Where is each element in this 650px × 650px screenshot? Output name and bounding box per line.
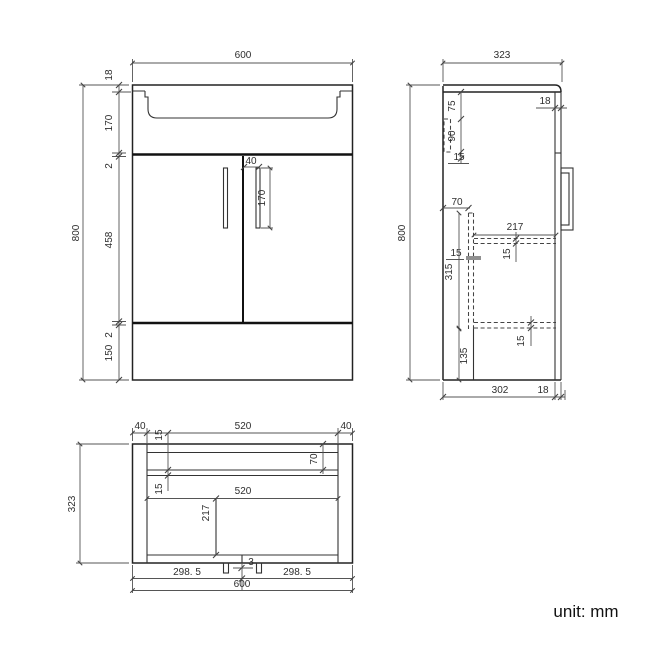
dim-label: 75 [447, 100, 458, 112]
side-countertop [443, 85, 561, 92]
dim-label: 15 [154, 483, 165, 495]
plan-back-panel [147, 470, 338, 476]
dim-label: 40 [245, 156, 257, 167]
dim-label: 520 [234, 421, 252, 432]
dim-label: 15 [502, 248, 513, 260]
ext-line [133, 59, 353, 82]
front-left-handle [224, 168, 228, 228]
plan-left-handle [224, 563, 229, 573]
dim-label: 3 [248, 557, 254, 568]
dim-label: 135 [459, 347, 470, 365]
dim-label: 800 [397, 224, 408, 242]
plan-right-handle [257, 563, 262, 573]
dim-label: 298. 5 [173, 567, 201, 578]
ext-line [406, 85, 440, 380]
front-basin-profile [145, 91, 340, 118]
plan-view [67, 421, 353, 593]
dim-label: 18 [104, 69, 115, 81]
dim-label: 2 [104, 163, 115, 169]
dim-label: 170 [257, 189, 268, 207]
dim-label: 40 [134, 421, 146, 432]
dim-label: 458 [104, 231, 115, 249]
dim-label: 600 [233, 579, 251, 590]
dim-label: 217 [506, 222, 524, 233]
unit-note: unit: mm [553, 602, 619, 621]
dim-label: 323 [67, 495, 78, 513]
side-bottom-shelf-hidden [474, 323, 556, 329]
dim-label: 70 [309, 453, 320, 465]
dim-label: 315 [444, 263, 455, 281]
dim-label: 520 [234, 486, 252, 497]
dim-label: 150 [104, 344, 115, 362]
dim-label: 302 [491, 385, 509, 396]
dim-label: 15 [154, 429, 165, 441]
side-back-panel-hidden [469, 213, 474, 329]
dim-label: 70 [451, 197, 463, 208]
ext-line [76, 444, 129, 563]
dim-label: 323 [493, 50, 511, 61]
dim-label: 170 [104, 114, 115, 132]
side-handle-outer [561, 168, 573, 230]
dim-label: 2 [104, 332, 115, 338]
side-door-lines [555, 92, 561, 380]
dim-label: 15 [516, 335, 527, 347]
dim-label: 298. 5 [283, 567, 311, 578]
dim-label: 217 [201, 504, 212, 522]
side-view [397, 50, 573, 400]
front-view [71, 50, 353, 383]
dim-label: 800 [71, 224, 82, 242]
dim-label: 15 [453, 152, 465, 163]
dim-label: 18 [539, 96, 551, 107]
dim-label: 18 [537, 385, 549, 396]
dim-label: 40 [340, 421, 352, 432]
side-handle-inner [561, 173, 569, 225]
dim-label: 600 [234, 50, 252, 61]
dim-label: 15 [450, 248, 462, 259]
dim-label: 90 [447, 130, 458, 142]
ext-line [443, 59, 562, 82]
